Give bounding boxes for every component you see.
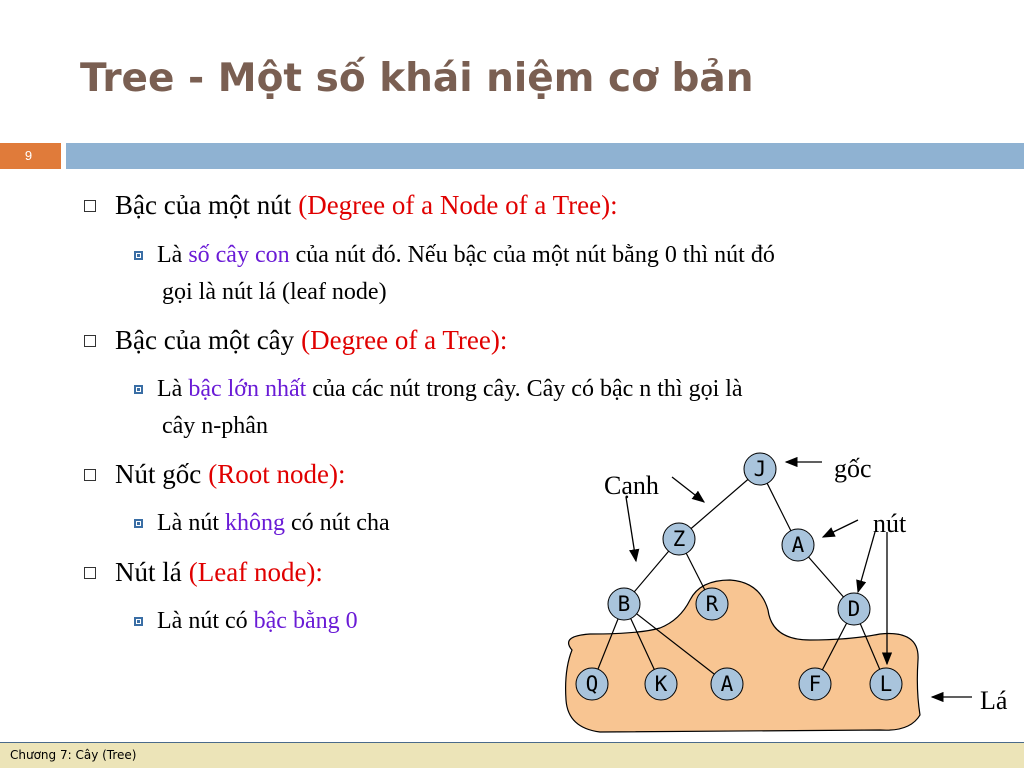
sub-bullet-highlight: không — [224, 510, 285, 536]
tree-node-b — [608, 588, 640, 620]
bullet-highlight: (Degree of a Tree): — [301, 325, 508, 355]
bullet-text: Nút lá — [115, 557, 182, 587]
bullet-text: Nút gốc — [115, 459, 202, 489]
sub-bullet-post: của nút đó. Nếu bậc của một nút bằng 0 thì nút đó — [289, 242, 775, 268]
sub-bullet-line2: cây n-phân — [162, 413, 268, 439]
tree-node-label: K — [654, 672, 668, 696]
bullet-highlight: (Degree of a Node of a Tree): — [298, 190, 618, 220]
tree-node-k — [645, 668, 677, 700]
tree-node-label: B — [617, 592, 631, 616]
bullet-text: Bậc của một nút — [115, 190, 292, 220]
edge-label: Cạnh — [604, 471, 659, 500]
bullet-text: Bậc của một cây — [115, 325, 295, 355]
sub-bullet-highlight: bậc lớn nhất — [188, 376, 307, 402]
tree-node-label: J — [753, 457, 767, 481]
bullet-highlight: (Leaf node): — [188, 557, 323, 587]
tree-node-d — [838, 593, 870, 625]
tree-node-label: A — [791, 533, 805, 557]
node-arrow-2 — [858, 532, 875, 592]
page-number: 9 — [0, 143, 61, 169]
tree-node-label: D — [847, 597, 861, 621]
tree-node-l — [870, 668, 902, 700]
tree-node-label: Z — [672, 527, 686, 551]
sub-bullet-post: có nút cha — [284, 510, 390, 536]
tree-node-label: A — [720, 672, 734, 696]
slide-title: Tree - Một số khái niệm cơ bản — [80, 56, 754, 101]
tree-node-label: L — [879, 672, 893, 696]
footer-text: Chương 7: Cây (Tree) — [10, 748, 137, 762]
sub-bullet-highlight: số cây con — [188, 242, 290, 268]
node-arrow-1 — [823, 520, 858, 537]
tree-node-label: F — [808, 672, 822, 696]
sub-bullet-highlight: bậc bằng 0 — [253, 608, 358, 634]
tree-node-z — [663, 523, 695, 555]
sub-bullet-post: của các nút trong cây. Cây có bậc n thì gọi là — [306, 376, 743, 402]
edge-arrow-2 — [626, 497, 636, 561]
sub-bullet-pre: Là — [157, 376, 189, 402]
tree-node-a — [782, 529, 814, 561]
tree-node-label: Q — [585, 672, 599, 696]
sub-bullet-line2: gọi là nút lá (leaf node) — [162, 279, 387, 305]
sub-bullet-pre: Là nút có — [157, 608, 254, 634]
edge-arrow-1 — [672, 477, 704, 502]
root-label: gốc — [834, 454, 872, 483]
tree-node-q — [576, 668, 608, 700]
node-label: nút — [873, 509, 907, 538]
tree-node-label: R — [705, 592, 719, 616]
tree-node-f — [799, 668, 831, 700]
sub-bullet-pre: Là nút — [157, 510, 225, 536]
leaf-label: Lá — [980, 686, 1008, 715]
tree-node-a-leaf — [711, 668, 743, 700]
bullet-highlight: (Root node): — [208, 459, 346, 489]
tree-node-r — [696, 588, 728, 620]
slide-footer — [0, 742, 1024, 768]
sub-bullet-pre: Là — [157, 242, 189, 268]
tree-node-j — [744, 453, 776, 485]
